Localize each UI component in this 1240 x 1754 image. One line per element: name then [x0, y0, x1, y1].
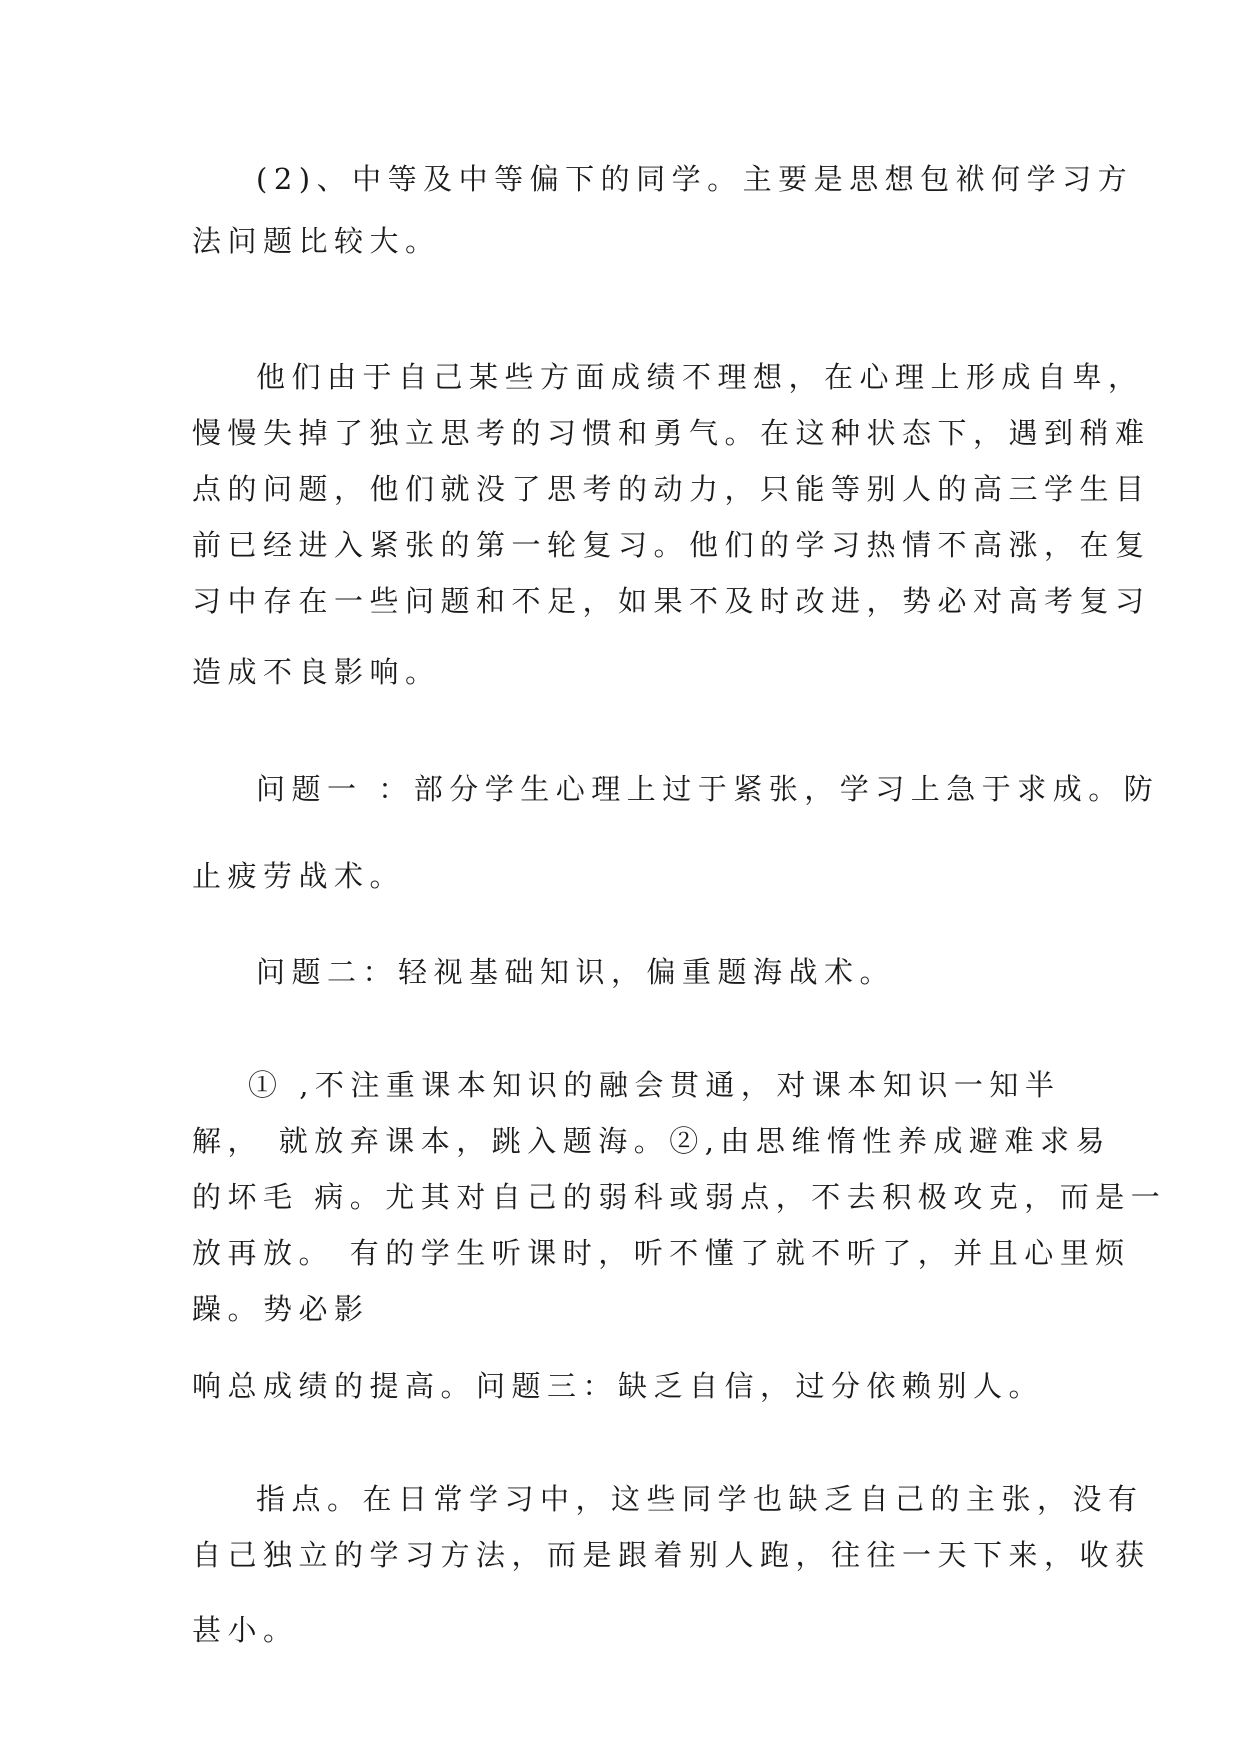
- paragraph-line: 前已经进入紧张的第一轮复习。他们的学习热情不高涨，在复: [192, 528, 1151, 562]
- paragraph-line: 的坏毛 病。尤其对自己的弱科或弱点，不去积极攻克，而是一: [192, 1180, 1167, 1214]
- paragraph-line: 指点。在日常学习中，这些同学也缺乏自己的主张，没有: [256, 1482, 1144, 1516]
- paragraph-line: 他们由于自己某些方面成绩不理想，在心理上形成自卑，: [256, 360, 1144, 394]
- paragraph-line: 躁。势必影: [192, 1292, 370, 1326]
- paragraph-line: 响总成绩的提高。问题三：缺乏自信，过分依赖别人。: [192, 1369, 1045, 1403]
- paragraph-line: 放再放。 有的学生听课时，听不懂了就不听了，并且心里烦: [192, 1236, 1131, 1270]
- paragraph-line: 自己独立的学习方法，而是跟着别人跑，往往一天下来，收获: [192, 1538, 1151, 1572]
- paragraph-line: 止疲劳战术。: [192, 859, 406, 893]
- paragraph-line: 习中存在一些问题和不足，如果不及时改进，势必对高考复习: [192, 584, 1151, 618]
- paragraph-line: 点的问题，他们就没了思考的动力，只能等别人的高三学生目: [192, 472, 1151, 506]
- paragraph-line: (2)、中等及中等偏下的同学。主要是思想包袱何学习方: [256, 162, 1134, 196]
- paragraph-line: ① ,不注重课本知识的融会贯通，对课本知识一知半: [248, 1068, 1061, 1102]
- paragraph-line: 法问题比较大。: [192, 224, 441, 258]
- paragraph-line: 慢慢失掉了独立思考的习惯和勇气。在这种状态下，遇到稍难: [192, 416, 1151, 450]
- paragraph-line: 造成不良影响。: [192, 655, 441, 689]
- paragraph-line: 甚小。: [192, 1613, 299, 1647]
- paragraph-line: 问题二：轻视基础知识，偏重题海战术。: [256, 955, 896, 989]
- paragraph-line: 问题一 ：部分学生心理上过于紧张，学习上急于求成。防: [256, 772, 1160, 806]
- paragraph-line: 解， 就放弃课本，跳入题海。②,由思维惰性养成避难求易: [192, 1124, 1111, 1158]
